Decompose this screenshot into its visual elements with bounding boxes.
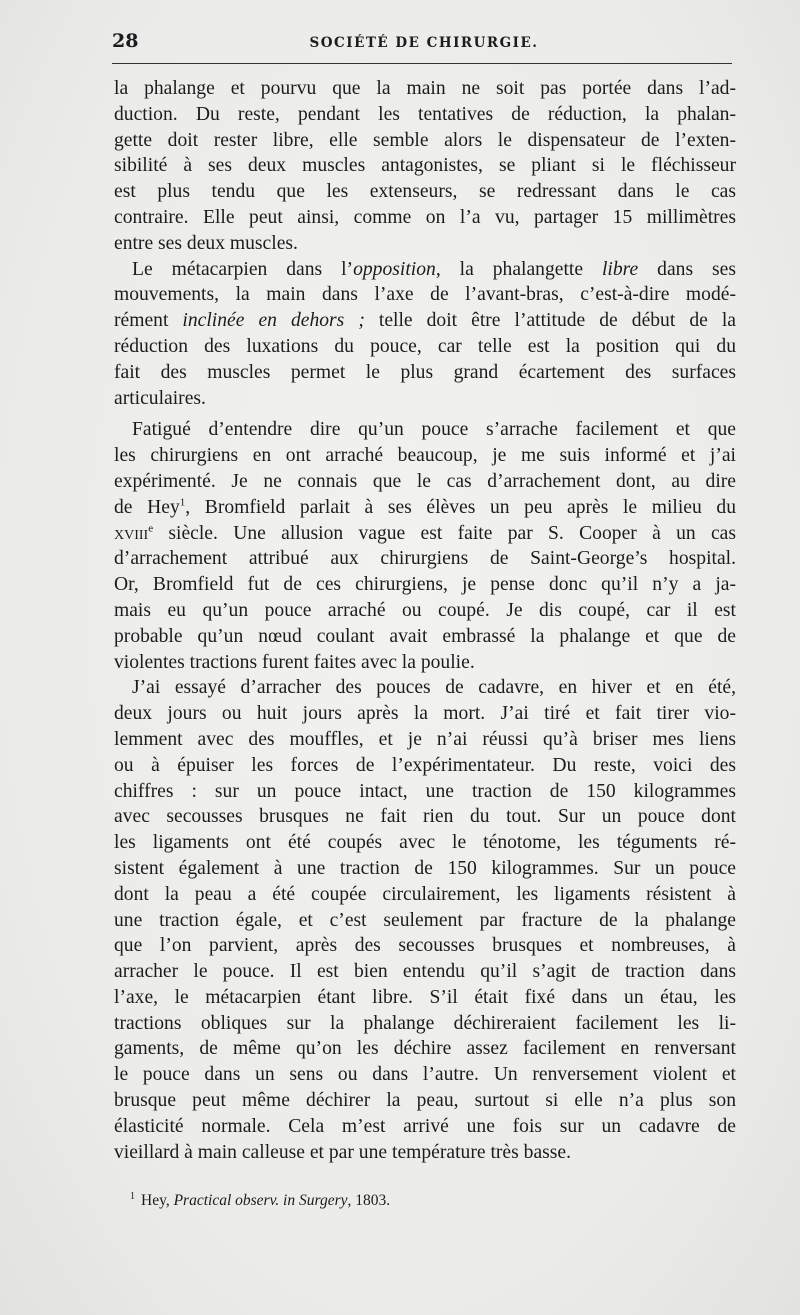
text-line: sistent également à une traction de 150 kilogrammes. Sur un pouce bbox=[114, 857, 736, 879]
text-line: gette doit rester libre, elle semble alors le dispensateur de l’exten- bbox=[114, 129, 736, 151]
footnote bbox=[130, 1191, 730, 1210]
century-numeral: xviii bbox=[114, 522, 149, 544]
text-line: les chirurgiens en ont arraché beaucoup, je me suis informé et j’ai bbox=[114, 445, 736, 467]
running-head: SOCIÉTÉ DE CHIRURGIE. bbox=[309, 35, 539, 51]
emphasis-libre: libre bbox=[601, 258, 639, 280]
text-line: violentes tractions furent faites avec la poulie. bbox=[114, 651, 475, 673]
text-line: tractions obliques sur la phalange déchireraient facilement les li- bbox=[114, 1012, 736, 1034]
text-line: arracher le pouce. Il est bien entendu qu’il s’agit de traction dans bbox=[114, 961, 736, 983]
header-rule bbox=[112, 63, 732, 64]
text-line: entre ses deux muscles. bbox=[114, 232, 298, 254]
body-text bbox=[114, 76, 736, 1165]
footnote-ref[interactable]: 1 bbox=[179, 496, 186, 509]
text-line: ou à épuiser les forces de l’expérimentateur. Du reste, voici des bbox=[114, 754, 736, 776]
text-line: vieillard à main calleuse et par une température très basse. bbox=[114, 1141, 571, 1163]
text-line: fait des muscles permet le plus grand écartement des surfaces bbox=[114, 361, 736, 383]
text-run: , la phalangette bbox=[435, 258, 602, 280]
text-line: J’ai essayé d’arracher des pouces de cadavre, en hiver et en été, bbox=[132, 677, 736, 699]
text-line: élasticité normale. Cela m’est arrivé une fois sur un cadavre de bbox=[114, 1115, 736, 1137]
footnote-text: , 1803. bbox=[347, 1192, 391, 1210]
text-line: mouvements, la main dans l’axe de l’avant-bras, c’est-à-dire modé- bbox=[114, 284, 736, 306]
text-line: le pouce dans un sens ou dans l’autre. Un renversement violent et bbox=[114, 1064, 736, 1086]
text-line: les ligaments ont été coupés avec le ténotome, les téguments ré- bbox=[114, 832, 736, 854]
emphasis-inclinee: inclinée en dehors ; bbox=[182, 310, 365, 332]
paragraph-3 bbox=[114, 417, 736, 675]
footnote-mark: 1 bbox=[130, 1191, 135, 1202]
text-run: Le métacarpien dans l’ bbox=[132, 258, 354, 280]
text-line: d’arrachement attribué aux chirurgiens de Saint-George’s hospital. bbox=[114, 548, 736, 570]
text-line: Or, Bromfield fut de ces chirurgiens, je pense donc qu’il n’y a ja- bbox=[114, 574, 736, 596]
text-line: lemment avec des mouffles, et je n’ai réussi qu’à briser mes liens bbox=[114, 728, 736, 750]
text-line bbox=[114, 495, 736, 521]
text-run: de Hey bbox=[114, 496, 180, 518]
text-line: chiffres : sur un pouce intact, une traction de 150 kilogrammes bbox=[114, 780, 736, 802]
text-line: avec secousses brusques ne fait rien du tout. Sur un pouce dont bbox=[114, 806, 736, 828]
emphasis-opposition: opposition bbox=[353, 258, 436, 280]
text-line: la phalange et pourvu que la main ne soit pas portée dans l’ad- bbox=[114, 78, 736, 99]
text-line: probable qu’un nœud coulant avait embrassé la phalange et que de bbox=[114, 625, 736, 647]
paragraph-1 bbox=[114, 76, 736, 257]
paragraph-2 bbox=[114, 257, 736, 412]
page-number: 28 bbox=[112, 30, 139, 52]
text-line: que l’on parvient, après des secousses brusques et nombreuses, à bbox=[114, 935, 736, 957]
text-line bbox=[114, 521, 736, 547]
text-run: siècle. Une allusion vague est faite par S. Cooper à un cas bbox=[153, 522, 736, 544]
paragraph-4 bbox=[114, 675, 736, 1165]
text-line: contraire. Elle peut ainsi, comme on l’a vu, partager 15 millimètres bbox=[114, 206, 736, 228]
text-run: , Bromfield parlait à ses élèves un peu après le milieu du bbox=[185, 496, 736, 518]
page-header bbox=[112, 30, 736, 56]
text-line: une traction égale, et c’est seulement par fracture de la phalange bbox=[114, 909, 736, 931]
text-line bbox=[114, 257, 736, 283]
text-line: deux jours ou huit jours après la mort. J’ai tiré et fait tirer vio- bbox=[114, 703, 736, 725]
footnote-title: Practical observ. in Surgery bbox=[173, 1192, 348, 1210]
text-run: rément bbox=[114, 310, 183, 332]
text-line: dont la peau a été coupée circulairement, les ligaments résistent à bbox=[114, 883, 736, 905]
text-line: gaments, de même qu’on les déchire assez facilement en renversant bbox=[114, 1038, 736, 1060]
text-line: l’axe, le métacarpien étant libre. S’il était fixé dans un étau, les bbox=[114, 986, 736, 1008]
text-line bbox=[114, 308, 736, 334]
text-line: Fatigué d’entendre dire qu’un pouce s’arrache facilement et que bbox=[132, 419, 736, 441]
text-line: est plus tendu que les extenseurs, se redressant dans le cas bbox=[114, 181, 736, 203]
text-line: mais eu qu’un pouce arraché ou coupé. Je dis coupé, car il est bbox=[114, 599, 736, 621]
text-line: articulaires. bbox=[114, 387, 206, 409]
text-run: dans ses bbox=[638, 258, 736, 280]
ordinal-suffix: e bbox=[148, 522, 154, 535]
text-line: expérimenté. Je ne connais que le cas d’arrachement dont, au dire bbox=[114, 470, 736, 492]
text-line: sibilité à ses deux muscles antagonistes, se pliant si le fléchisseur bbox=[114, 155, 736, 177]
text-line: brusque peut même déchirer la peau, surtout si elle n’a plus son bbox=[114, 1090, 736, 1112]
text-line: réduction des luxations du pouce, car telle est la position qui du bbox=[114, 335, 736, 357]
footnote-text: Hey, bbox=[141, 1192, 174, 1210]
text-line: duction. Du reste, pendant les tentatives de réduction, la phalan- bbox=[114, 103, 736, 125]
text-run: telle doit être l’attitude de début de la bbox=[364, 310, 736, 332]
